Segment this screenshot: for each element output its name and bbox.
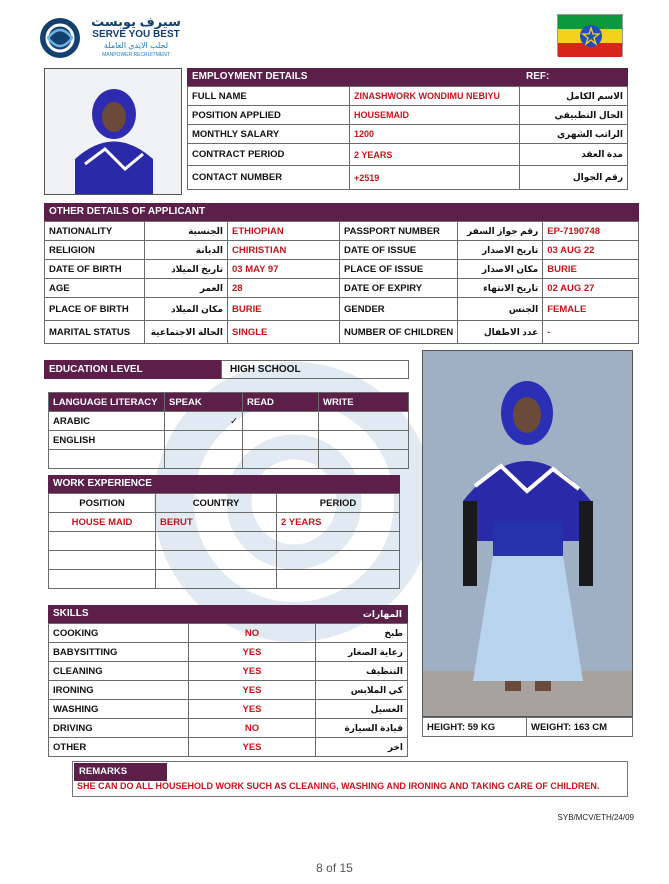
speak-check: ✓ <box>165 412 243 431</box>
field-label: PASSPORT NUMBER <box>340 222 458 241</box>
skill-name: BABYSITTING <box>49 643 189 662</box>
education-level-label: EDUCATION LEVEL <box>44 360 221 379</box>
applicant-headshot-photo <box>44 68 182 195</box>
field-label-arabic: رقم جواز السفر <box>458 222 543 241</box>
work-country: BERUT <box>156 513 277 532</box>
document-code: SYB/MCV/ETH/24/09 <box>557 813 634 822</box>
column-header: SPEAK <box>165 393 243 412</box>
column-header: LANGUAGE LITERACY <box>49 393 165 412</box>
table-row <box>45 260 639 279</box>
table-row <box>188 166 628 190</box>
column-header: WRITE <box>319 393 409 412</box>
nationality-value: ETHIOPIAN <box>228 222 340 241</box>
skill-value: YES <box>189 643 316 662</box>
brand-arabic: سيرف يوبست <box>91 14 181 29</box>
table-row <box>45 222 639 241</box>
date-of-birth-value: 03 MAY 97 <box>228 260 340 279</box>
skill-name: CLEANING <box>49 662 189 681</box>
work-experience-table <box>48 493 400 589</box>
table-row <box>188 106 628 125</box>
work-position: HOUSE MAID <box>49 513 156 532</box>
row-label: MONTHLY SALARY <box>188 125 350 144</box>
skill-name-arabic: طبخ <box>316 624 408 643</box>
field-label-arabic: العمر <box>145 279 228 298</box>
work-period: 2 YEARS <box>277 513 400 532</box>
height-value: HEIGHT: 59 KG <box>423 718 527 737</box>
table-row <box>49 624 408 643</box>
field-label-arabic: الجنسية <box>145 222 228 241</box>
work-period <box>277 532 400 551</box>
skill-name: IRONING <box>49 681 189 700</box>
table-header-row <box>49 393 409 412</box>
skill-name-arabic: رعاية الصغار <box>316 643 408 662</box>
field-label-arabic: تاريخ الميلاد <box>145 260 228 279</box>
field-label-arabic: تاريخ الاصدار <box>458 241 543 260</box>
skill-value: YES <box>189 700 316 719</box>
other-details-header: OTHER DETAILS OF APPLICANT <box>44 203 639 221</box>
gender-value: FEMALE <box>543 298 639 321</box>
field-label: MARITAL STATUS <box>45 321 145 344</box>
skill-name: WASHING <box>49 700 189 719</box>
row-label-arabic: الاسم الكامل <box>520 87 628 106</box>
table-row <box>49 681 408 700</box>
skills-title: SKILLS <box>53 608 89 619</box>
marital-status-value: SINGLE <box>228 321 340 344</box>
contact-number-value: +2519 <box>350 166 520 190</box>
read-check <box>243 431 319 450</box>
speak-check <box>165 431 243 450</box>
applicant-full-body-photo <box>422 350 633 717</box>
field-label: AGE <box>45 279 145 298</box>
table-row <box>49 700 408 719</box>
employment-details-table <box>187 86 628 190</box>
remarks-header: REMARKS <box>74 763 167 781</box>
read-check <box>243 412 319 431</box>
work-country <box>156 551 277 570</box>
row-label: FULL NAME <box>188 87 350 106</box>
company-logo <box>38 14 188 62</box>
field-label-arabic: الديانة <box>145 241 228 260</box>
write-check <box>319 412 409 431</box>
field-label-arabic: الحالة الاجتماعية <box>145 321 228 344</box>
column-header: COUNTRY <box>156 494 277 513</box>
table-row <box>423 718 633 737</box>
employment-details-header: EMPLOYMENT DETAILS <box>187 68 527 86</box>
table-row <box>49 719 408 738</box>
field-label: RELIGION <box>45 241 145 260</box>
skills-header <box>48 605 408 623</box>
skill-value: YES <box>189 662 316 681</box>
flag-emblem-icon <box>580 25 602 47</box>
field-label: DATE OF ISSUE <box>340 241 458 260</box>
table-row <box>45 241 639 260</box>
field-label: GENDER <box>340 298 458 321</box>
work-position <box>49 551 156 570</box>
row-label-arabic: رقم الجوال <box>520 166 628 190</box>
measurements-table <box>422 717 633 737</box>
work-period <box>277 551 400 570</box>
skills-table <box>48 623 408 757</box>
table-row <box>188 87 628 106</box>
language-name: ENGLISH <box>49 431 165 450</box>
table-row <box>49 431 409 450</box>
brand-sub-english: MANPOWER RECRUITMENT <box>102 52 170 58</box>
row-label: POSITION APPLIED <box>188 106 350 125</box>
table-row <box>49 662 408 681</box>
field-label: DATE OF EXPIRY <box>340 279 458 298</box>
row-label-arabic: الراتب الشهري <box>520 125 628 144</box>
skill-name-arabic: قيادة السيارة <box>316 719 408 738</box>
remarks-box <box>72 761 628 797</box>
passport-number-value: EP-7190748 <box>543 222 639 241</box>
field-label-arabic: مكان الميلاد <box>145 298 228 321</box>
skill-name-arabic: التنظيف <box>316 662 408 681</box>
field-label-arabic: الجنس <box>458 298 543 321</box>
write-check <box>319 450 409 469</box>
field-label-arabic: تاريخ الانتهاء <box>458 279 543 298</box>
number-of-children-value: - <box>543 321 639 344</box>
language-literacy-table <box>48 392 409 469</box>
work-position <box>49 570 156 589</box>
skill-name-arabic: الغسيل <box>316 700 408 719</box>
table-row <box>49 532 400 551</box>
row-label-arabic: مدة العقد <box>520 144 628 166</box>
place-of-issue-value: BURIE <box>543 260 639 279</box>
column-header: READ <box>243 393 319 412</box>
brand-english: SERVE YOU BEST <box>92 29 180 40</box>
field-label: NATIONALITY <box>45 222 145 241</box>
table-row <box>188 125 628 144</box>
table-row <box>49 551 400 570</box>
skill-value: NO <box>189 719 316 738</box>
skill-value: YES <box>189 681 316 700</box>
skill-name: OTHER <box>49 738 189 757</box>
skill-value: NO <box>189 624 316 643</box>
monthly-salary-value: 1200 <box>350 125 520 144</box>
language-name <box>49 450 165 469</box>
weight-value: WEIGHT: 163 CM <box>527 718 633 737</box>
ref-label: REF: <box>521 68 628 86</box>
remarks-text: SHE CAN DO ALL HOUSEHOLD WORK SUCH AS CLEANING, WASHING AND IRONING AND TAKING CARE OF CHILDREN. <box>77 781 600 791</box>
table-row <box>49 450 409 469</box>
column-header: POSITION <box>49 494 156 513</box>
field-label: PLACE OF ISSUE <box>340 260 458 279</box>
speak-check <box>165 450 243 469</box>
work-country <box>156 532 277 551</box>
skill-name-arabic: اخر <box>316 738 408 757</box>
skill-name: COOKING <box>49 624 189 643</box>
table-header-row <box>49 494 400 513</box>
date-of-issue-value: 03 AUG 22 <box>543 241 639 260</box>
work-experience-header: WORK EXPERIENCE <box>48 475 400 493</box>
education-level-value: HIGH SCHOOL <box>221 360 409 379</box>
table-row <box>188 144 628 166</box>
full-name-value: ZINASHWORK WONDIMU NEBIYU <box>350 87 520 106</box>
work-country <box>156 570 277 589</box>
row-label: CONTRACT PERIOD <box>188 144 350 166</box>
read-check <box>243 450 319 469</box>
place-of-birth-value: BURIE <box>228 298 340 321</box>
skill-name-arabic: كي الملابس <box>316 681 408 700</box>
contract-period-value: 2 YEARS <box>350 144 520 166</box>
work-position <box>49 532 156 551</box>
language-name: ARABIC <box>49 412 165 431</box>
ethiopia-flag <box>557 14 623 56</box>
field-label: NUMBER OF CHILDREN <box>340 321 458 344</box>
table-row <box>49 570 400 589</box>
page-number: 8 of 15 <box>316 861 353 875</box>
field-label: PLACE OF BIRTH <box>45 298 145 321</box>
age-value: 28 <box>228 279 340 298</box>
table-row <box>45 279 639 298</box>
work-period <box>277 570 400 589</box>
skill-name: DRIVING <box>49 719 189 738</box>
table-row <box>49 738 408 757</box>
other-details-table <box>44 221 639 344</box>
table-row <box>49 643 408 662</box>
table-row <box>45 298 639 321</box>
write-check <box>319 431 409 450</box>
logo-mark-icon <box>38 16 82 60</box>
religion-value: CHIRISTIAN <box>228 241 340 260</box>
row-label-arabic: الحال التطبيقي <box>520 106 628 125</box>
position-applied-value: HOUSEMAID <box>350 106 520 125</box>
field-label-arabic: مكان الاصدار <box>458 260 543 279</box>
table-row <box>49 513 400 532</box>
skill-value: YES <box>189 738 316 757</box>
brand-sub-arabic: لجلب الايدي العاملة <box>103 41 169 50</box>
skills-title-arabic: المهارات <box>362 609 402 619</box>
table-row <box>45 321 639 344</box>
field-label-arabic: عدد الاطفال <box>458 321 543 344</box>
table-row <box>49 412 409 431</box>
field-label: DATE OF BIRTH <box>45 260 145 279</box>
date-of-expiry-value: 02 AUG 27 <box>543 279 639 298</box>
row-label: CONTACT NUMBER <box>188 166 350 190</box>
column-header: PERIOD <box>277 494 400 513</box>
cv-page <box>24 2 647 850</box>
